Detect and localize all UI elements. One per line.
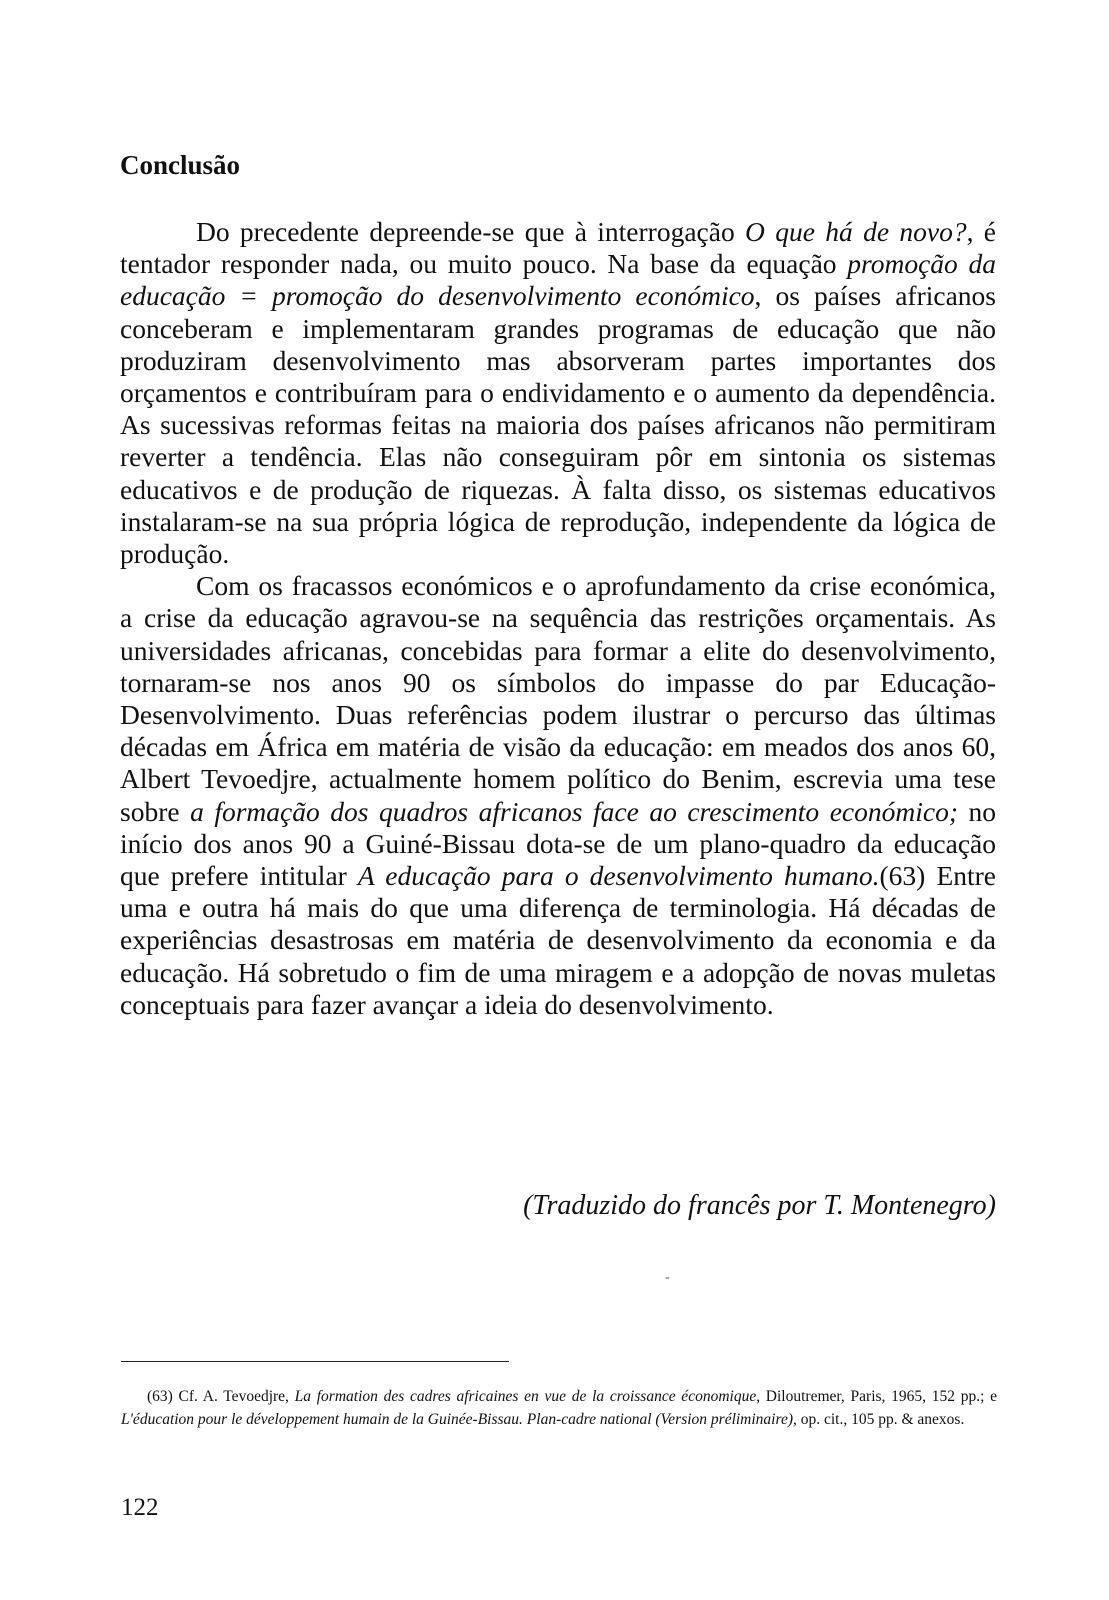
footnote-text-3: , op. cit., 105 pp. & anexos. bbox=[793, 1410, 965, 1428]
paragraph-1 bbox=[120, 216, 996, 570]
page-number: 122 bbox=[121, 1494, 159, 1521]
section-heading: Conclusão bbox=[120, 150, 241, 180]
p1-italic-question: O que há de novo? bbox=[745, 216, 967, 247]
p2-text-2: no início dos anos 90 a Guiné-Bissau dota-se de um plano-quadro da educação que prefere intitular bbox=[120, 795, 996, 892]
footnote-text-2: , Diloutremer, Paris, 1965, 152 pp.; e bbox=[756, 1388, 997, 1405]
p1-text-3: , os países africanos conceberam e implementaram grandes programas de educação que não produziram desenvolvimento mas absorveram partes importantes dos orçamentos e contribuíram para o endividamento e o aumento da dependência. As sucessivas reformas feitas na maioria dos países africanos não permitiram reverter a tendência. Elas não conseguiram pôr em sintonia os sistemas educativos e de produção de riquezas. À falta disso, os sistemas educativos instalaram-se na sua própria lógica de reprodução, independente da lógica de produção. bbox=[120, 280, 996, 570]
p2-italic-thesis-title: a formação dos quadros africanos face ao crescimento económico; bbox=[190, 795, 958, 827]
body-text bbox=[120, 216, 996, 1021]
p1-text-2: , é tentador responder nada, ou muito pouco. Na base da equação bbox=[120, 216, 996, 280]
p2-text-3: Entre uma e outra há mais do que uma diferença de terminologia. Há décadas de experiências desastrosas em matéria de desenvolvimento da economia e da educação. Há sobretudo o fim de uma miragem e a adopção de novas muletas conceptuais para fazer avançar a ideia do desenvolvimento. bbox=[120, 860, 996, 1020]
footnote-italic-2: L'éducation pour le développement humain de la Guinée-Bissau. Plan-cadre national (Version préliminaire) bbox=[121, 1410, 793, 1428]
p1-text-1: Do precedente depreende-se que à interrogação bbox=[196, 216, 746, 247]
translation-credit: (Traduzido do francês por T. Montenegro) bbox=[523, 1190, 996, 1221]
footnote-marker: (63) bbox=[147, 1388, 173, 1405]
paragraph-2 bbox=[120, 570, 996, 1021]
footnote bbox=[121, 1386, 997, 1431]
stray-mark: - bbox=[665, 1270, 670, 1285]
footnote-italic-1: La formation des cadres africaines en vue de la croissance économique bbox=[294, 1388, 757, 1405]
footnote-divider bbox=[121, 1361, 509, 1362]
footnote-text-1: Cf. A. Tevoedjre, bbox=[172, 1388, 295, 1405]
p1-italic-equation: promoção da educação = promoção do desenvolvimento económico bbox=[120, 248, 997, 312]
p2-footnote-ref: (63) bbox=[879, 860, 926, 892]
p2-italic-plan-title: A educação para o desenvolvimento humano. bbox=[357, 860, 880, 892]
p2-text-1: Com os fracassos económicos e o aprofundamento da crise económica, a crise da educação agravou-se na sequência das restrições orçamentais. As universidades africanas, concebidas para formar a elite do desenvolvimento, tornaram-se nos anos 90 os símbolos do impasse do par Educação-Desenvolvimento. Duas referências podem ilustrar o percurso das últimas décadas em África em matéria de visão da educação: em meados dos anos 60, Albert Tevoedjre, actualmente homem político do Benim, escrevia uma tese sobre bbox=[120, 570, 996, 827]
